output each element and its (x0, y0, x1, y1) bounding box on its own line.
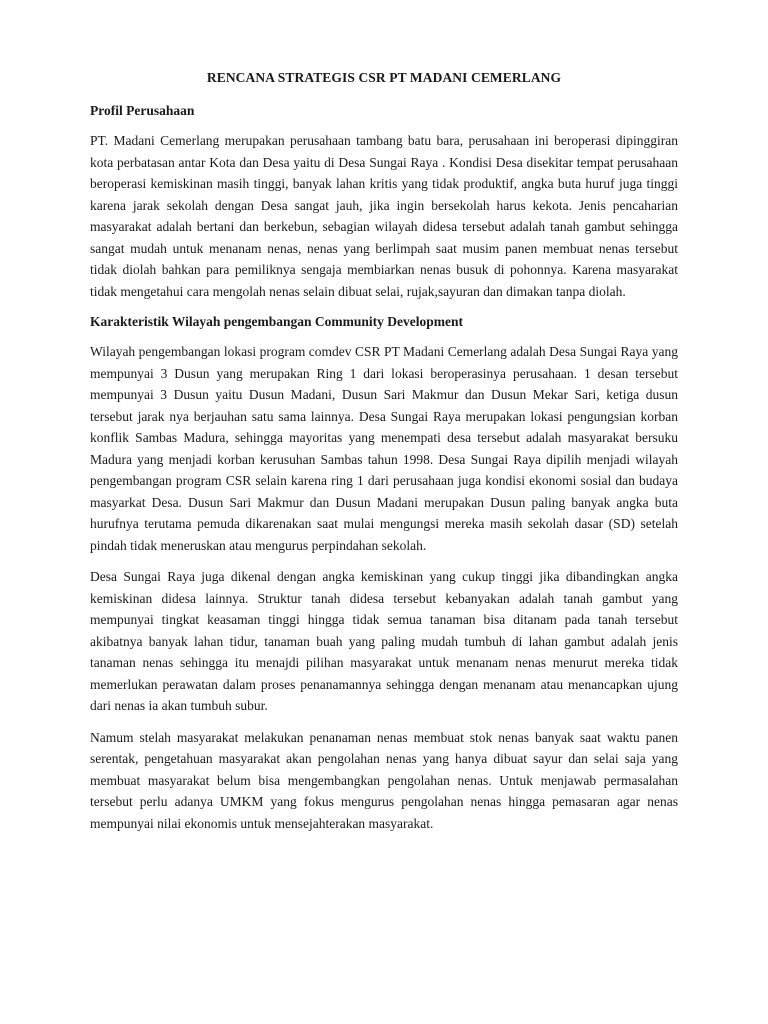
paragraph-karakteristik-1: Wilayah pengembangan lokasi program comdev CSR PT Madani Cemerlang adalah Desa Sungai Raya yang mempunyai 3 Dusun yang merupakan Ring 1 dari lokasi beroperasinya perusahaan. 1 desan tersebut mempunyai 3 Dusun yaitu Dusun Madani, Dusun Sari Makmur dan Dusun Mekar Sari, ketiga dusun tersebut jarak nya berjauhan satu sama lainnya. Desa Sungai Raya merupakan lokasi pengungsian korban konflik Sambas Madura, sehingga mayoritas yang menempati desa tersebut adalah masyarakat bersuku Madura yang menjadi korban kerusuhan Sambas tahun 1998. Desa Sungai Raya dipilih menjadi wilayah pengembangan program CSR selain karena ring 1 dari perusahaan juga kondisi ekonomi sosial dan budaya masyarkat Desa. Dusun Sari Makmur dan Dusun Madani merupakan Dusun paling banyak angka buta hurufnya terutama pemuda dikarenakan saat mulai mengungsi mereka masih sekolah dasar (SD) setelah pindah tidak meneruskan atau mengurus perpindahan sekolah. (90, 344, 678, 553)
paragraph-karakteristik-2: Desa Sungai Raya juga dikenal dengan angka kemiskinan yang cukup tinggi jika dibandingkan angka kemiskinan didesa lainnya. Struktur tanah didesa tersebut kebanyakan adalah tanah gambut yang mempunyai tingkat keasaman tinggi hingga tidak semua tanaman bisa ditanam pada tanah tersebut akibatnya banyak lahan tidur, tanaman buah yang paling mudah tumbuh di lahan gambut adalah jenis tanaman nenas sehingga itu menajdi pilihan masyarakat untuk menanam nenas menurut mereka tidak memerlukan perawatan dalam proses penanamannya sehingga dengan menanam atau menancapkan ujung dari nenas ia akan tumbuh subur. (90, 569, 678, 713)
paragraph-karakteristik-3: Namum stelah masyarakat melakukan penanaman nenas membuat stok nenas banyak saat waktu panen serentak, pengetahuan masyarakat akan pengolahan nenas yang hanya dibuat sayur dan selai saja yang membuat masyarakat belum bisa mengembangkan pengolahan nenas. Untuk menjawab permasalahan tersebut perlu adanya UMKM yang fokus mengurus pengolahan nenas hingga pemasaran agar nenas mempunyai nilai ekonomis untuk mensejahterakan masyarakat. (90, 729, 678, 831)
document-page (90, 68, 678, 844)
document-title: RENCANA STRATEGIS CSR PT MADANI CEMERLANG (206, 70, 562, 85)
paragraph-profil-1: PT. Madani Cemerlang merupakan perusahaan tambang batu bara, perusahaan ini beroperasi dipinggiran kota perbatasan antar Kota dan Desa yaitu di Desa Sungai Raya . Kondisi Desa disekitar tempat perusahaan beroperasi kemiskinan masih tinggi, banyak lahan kritis yang tidak produktif, angka buta huruf juga tinggi karena jarak sekolah dengan Desa sangat jauh, jika ingin bersekolah harus kekota. Jenis pencaharian masyarakat adalah bertani dan berkebun, sebagian wilayah didesa tersebut adalah tanah gambut sehingga sangat mudah untuk menanam nenas, nenas yang berlimpah saat musim panen membuat nenas tersebut tidak diolah bahkan para pemiliknya sengaja membiarkan nenas busuk di pohonnya. Karena masyarakat tidak mengetahui cara mengolah nenas selain dibuat selai, rujak,sayuran dan dimakan tanpa diolah. (90, 133, 678, 299)
section-profil (90, 101, 678, 302)
section-karakteristik (90, 312, 678, 834)
section-heading-karakteristik: Karakteristik Wilayah pengembangan Community Development (90, 314, 464, 329)
section-heading-profil: Profil Perusahaan (90, 103, 195, 118)
